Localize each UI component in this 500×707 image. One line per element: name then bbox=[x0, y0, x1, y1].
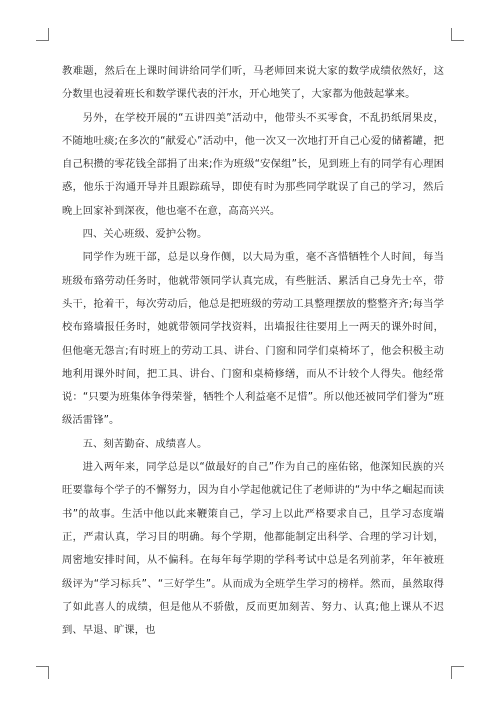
crop-mark-bottom-left bbox=[36, 666, 49, 679]
body-paragraph: 教难题，然后在上课时间讲给同学们听，马老师回来说大家的数学成绩依然好，这分数里也浸着班长和数学课代表的汗水，开心地笑了，大家都为他鼓起掌来。 bbox=[62, 65, 444, 101]
document-body bbox=[62, 60, 444, 642]
crop-mark-top-left bbox=[36, 28, 49, 41]
body-paragraph: 另外，在学校开展的“五讲四美”活动中，他带头不买零食，不乱扔纸屑果皮，不随地吐痰;在多次的“献爱心”活动中，他一次又一次地打开自己心爱的储蓄罐，把自己积攒的零花钱全部捐了出来;作为班级“安保组”长，见到班上有的同学有心理困惑，他乐于沟通开导并且跟踪疏导，即使有时为那些同学耽误了自己的学习，然后晚上回家补到深夜，他也毫不在意，高高兴兴。 bbox=[62, 111, 444, 217]
body-paragraph: 进入两年来，同学总是以“做最好的自己”作为自己的座佑铭，他深知民族的兴旺要靠每个学子的不懈努力，因为自小学起他就记住了老师讲的“为中华之崛起而读书”的故事。生活中他以此来鞭策自己，学习上以此严格要求自己，且学习态度端正，严肃认真，学习目的明确。每个学期，他都能制定出科学、合理的学习计划，周密地安排时间，从不偏科。在每年每学期的学科考试中总是名列前茅，年年被班级评为“学习标兵”、“三好学生”。从而成为全班学生学习的榜样。然而，虽然取得了如此喜人的成绩，但是他从不骄傲，反而更加刻苦、努力、认真;他上课从不迟到、早退、旷课，也 bbox=[62, 461, 444, 637]
body-paragraph: 同学作为班干部，总是以身作侧，以大局为重，毫不吝惜牺牲个人时间，每当班级布臵劳动任务时，他就带领同学认真完成，有些脏活、累活自己身先士卒，带头干，抢着干，每次劳动后，他总是把班级的劳动工具整理摆放的整整齐齐;每当学校布臵墙报任务时，她就带领同学找资料，出墙报往往要用上一两天的课外时间，但他毫无怨言;有时班上的劳动工具、讲台、门窗和同学们桌椅坏了，他会积极主动地利用课外时间，把工具、讲台、门窗和桌椅修缮，而从不计较个人得失。他经常说：“只要为班集体争得荣誉，牺牲个人利益毫不足惜”。所以他还被同学们誉为“班级活雷锋”。 bbox=[62, 251, 444, 427]
section-heading: 四、关心班级、爱护公物。 bbox=[82, 228, 208, 241]
section-heading: 五、刻苦勤奋、成绩喜人。 bbox=[82, 437, 208, 450]
crop-mark-top-right bbox=[451, 28, 464, 41]
crop-mark-bottom-right bbox=[451, 666, 464, 679]
